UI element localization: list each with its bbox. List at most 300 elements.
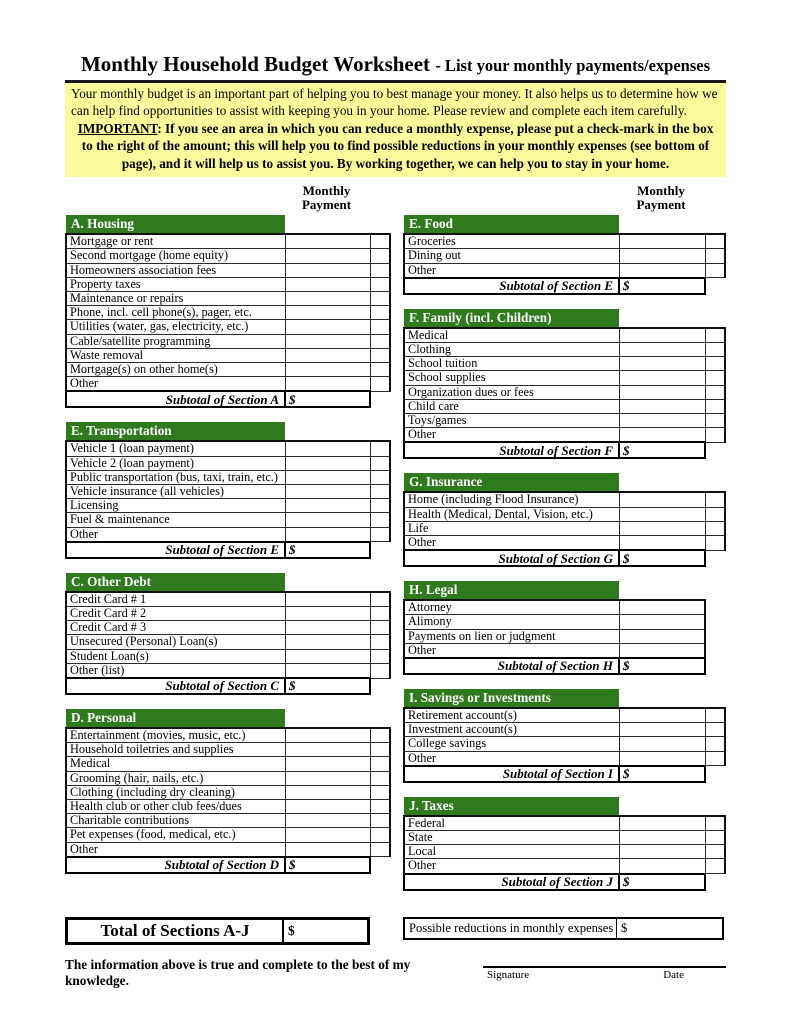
monthly-payment-cell[interactable] xyxy=(285,828,370,842)
monthly-payment-cell[interactable] xyxy=(285,470,370,484)
reduction-checkbox-cell[interactable] xyxy=(705,357,725,371)
expense-label: Child care xyxy=(404,399,619,413)
expense-row xyxy=(66,441,390,456)
expense-label: Mortgage(s) on other home(s) xyxy=(66,363,285,377)
expense-row xyxy=(66,320,390,334)
section-header: A. Housing xyxy=(66,215,285,234)
reduction-checkbox-cell[interactable] xyxy=(370,348,390,362)
monthly-payment-cell[interactable] xyxy=(285,363,370,377)
budget-section xyxy=(403,581,726,675)
subtotal-label: Subtotal of Section E xyxy=(404,278,619,294)
currency-symbol: $ xyxy=(623,278,630,294)
expense-label: Other xyxy=(404,536,619,551)
totals-row xyxy=(65,917,726,945)
reduction-checkbox-cell[interactable] xyxy=(370,234,390,249)
subtotal-row xyxy=(404,874,725,890)
monthly-payment-cell[interactable] xyxy=(619,492,705,507)
section-header: E. Transportation xyxy=(66,422,285,441)
reduction-checkbox-cell[interactable] xyxy=(705,234,725,249)
section-header: J. Taxes xyxy=(404,797,619,816)
expense-label: Other xyxy=(404,859,619,874)
expense-row xyxy=(404,385,725,399)
expense-row xyxy=(66,263,390,277)
expense-row xyxy=(66,527,390,542)
expense-row xyxy=(66,663,390,678)
monthly-label: Monthly xyxy=(637,183,685,199)
subtotal-label: Subtotal of Section E xyxy=(66,542,285,558)
section-header: F. Family (incl. Children) xyxy=(404,309,619,328)
reduction-checkbox-cell[interactable] xyxy=(705,845,725,859)
expense-row xyxy=(404,629,725,643)
section-header-row xyxy=(404,689,725,708)
expense-row xyxy=(404,249,725,263)
expense-row xyxy=(404,751,725,766)
currency-symbol: $ xyxy=(623,658,630,674)
expense-row xyxy=(66,728,390,743)
expense-label: Attorney xyxy=(404,600,619,615)
expense-row xyxy=(66,334,390,348)
reduction-checkbox-cell[interactable] xyxy=(370,306,390,320)
expense-label: Utilities (water, gas, electricity, etc.) xyxy=(66,320,285,334)
expense-label: Public transportation (bus, taxi, train, etc.) xyxy=(66,470,285,484)
subtotal-label: Subtotal of Section I xyxy=(404,766,619,782)
reduction-checkbox-cell[interactable] xyxy=(705,521,725,535)
reduction-checkbox-cell[interactable] xyxy=(370,785,390,799)
monthly-payment-cell[interactable] xyxy=(285,649,370,663)
monthly-payment-cell[interactable] xyxy=(619,357,705,371)
total-sections-box xyxy=(65,917,370,945)
monthly-payment-cell[interactable] xyxy=(285,592,370,607)
monthly-payment-cell[interactable] xyxy=(619,414,705,428)
expense-row xyxy=(404,831,725,845)
reduction-checkbox-cell[interactable] xyxy=(370,334,390,348)
reduction-checkbox-cell[interactable] xyxy=(705,263,725,278)
expense-label: Waste removal xyxy=(66,348,285,362)
monthly-payment-cell[interactable] xyxy=(285,743,370,757)
reduction-checkbox-cell[interactable] xyxy=(705,428,725,443)
reduction-checkbox-cell[interactable] xyxy=(705,723,725,737)
expense-row xyxy=(404,399,725,413)
reduction-checkbox-cell[interactable] xyxy=(370,771,390,785)
monthly-payment-cell[interactable] xyxy=(619,536,705,551)
section-header: I. Savings or Investments xyxy=(404,689,619,708)
monthly-payment-cell[interactable] xyxy=(285,842,370,857)
expense-row xyxy=(66,771,390,785)
monthly-payment-cell[interactable] xyxy=(285,663,370,678)
monthly-payment-cell[interactable] xyxy=(619,234,705,249)
reduction-checkbox-cell[interactable] xyxy=(370,263,390,277)
monthly-payment-cell[interactable] xyxy=(619,342,705,356)
monthly-payment-cell[interactable] xyxy=(285,277,370,291)
reduction-checkbox-cell[interactable] xyxy=(370,277,390,291)
expense-label: Charitable contributions xyxy=(66,814,285,828)
subtotal-row xyxy=(66,391,390,407)
reduction-checkbox-cell[interactable] xyxy=(370,470,390,484)
monthly-payment-cell[interactable] xyxy=(619,428,705,443)
monthly-payment-cell[interactable] xyxy=(619,737,705,751)
expense-label: Other xyxy=(66,842,285,857)
subtotal-amount-cell[interactable] xyxy=(619,442,705,458)
subtotal-amount-cell[interactable] xyxy=(619,874,705,890)
expense-row xyxy=(66,785,390,799)
expense-label: Credit Card # 2 xyxy=(66,607,285,621)
expense-label: Household toiletries and supplies xyxy=(66,743,285,757)
expense-label: Second mortgage (home equity) xyxy=(66,249,285,263)
reduction-checkbox-cell[interactable] xyxy=(705,342,725,356)
reduction-checkbox-cell[interactable] xyxy=(705,385,725,399)
reduction-checkbox-cell[interactable] xyxy=(705,831,725,845)
monthly-payment-cell[interactable] xyxy=(619,643,705,658)
monthly-label: Monthly xyxy=(302,183,351,199)
reduction-checkbox-cell[interactable] xyxy=(370,842,390,857)
subtotal-label: Subtotal of Section G xyxy=(404,550,619,566)
currency-symbol: $ xyxy=(623,874,630,890)
reduction-checkbox-cell[interactable] xyxy=(370,527,390,542)
expense-row xyxy=(404,328,725,343)
reduction-checkbox-cell[interactable] xyxy=(705,249,725,263)
section-header: C. Other Debt xyxy=(66,573,285,592)
subtotal-label: Subtotal of Section D xyxy=(66,857,285,873)
expense-label: Groceries xyxy=(404,234,619,249)
monthly-payment-cell[interactable] xyxy=(285,348,370,362)
reduction-checkbox-cell[interactable] xyxy=(370,456,390,470)
expense-label: Unsecured (Personal) Loan(s) xyxy=(66,635,285,649)
expense-row xyxy=(66,800,390,814)
expense-label: Other xyxy=(404,263,619,278)
expense-label: Other xyxy=(66,527,285,542)
expense-row xyxy=(404,507,725,521)
reduction-checkbox-cell[interactable] xyxy=(705,816,725,831)
monthly-payment-cell[interactable] xyxy=(619,845,705,859)
reduction-checkbox-cell[interactable] xyxy=(370,621,390,635)
monthly-payment-cell[interactable] xyxy=(285,607,370,621)
reduction-checkbox-cell[interactable] xyxy=(705,708,725,723)
monthly-payment-cell[interactable] xyxy=(619,615,705,629)
section-header-row xyxy=(404,473,725,492)
expense-row xyxy=(66,470,390,484)
monthly-payment-cell[interactable] xyxy=(285,527,370,542)
reduction-checkbox-cell[interactable] xyxy=(370,743,390,757)
expense-label: Organization dues or fees xyxy=(404,385,619,399)
monthly-payment-cell[interactable] xyxy=(285,785,370,799)
expense-label: Fuel & maintenance xyxy=(66,513,285,527)
reduction-checkbox-cell[interactable] xyxy=(370,814,390,828)
page-title-subtitle: - List your monthly payments/expenses xyxy=(435,56,711,75)
subtotal-amount-cell[interactable] xyxy=(285,391,370,407)
monthly-payment-cell[interactable] xyxy=(619,371,705,385)
subtotal-row xyxy=(404,550,725,566)
monthly-payment-cell[interactable] xyxy=(619,816,705,831)
reduction-checkbox-cell[interactable] xyxy=(705,328,725,343)
subtotal-label: Subtotal of Section C xyxy=(66,678,285,694)
reduction-checkbox-cell[interactable] xyxy=(705,507,725,521)
subtotal-row xyxy=(66,678,390,694)
monthly-payment-cell[interactable] xyxy=(285,249,370,263)
payment-label: Payment xyxy=(636,197,686,213)
expense-row xyxy=(66,377,390,392)
reduction-checkbox-cell[interactable] xyxy=(370,607,390,621)
attestation-row xyxy=(65,957,726,989)
left-column xyxy=(65,184,389,905)
reduction-checkbox-cell[interactable] xyxy=(370,828,390,842)
expense-row xyxy=(66,828,390,842)
expense-row xyxy=(66,485,390,499)
monthly-payment-cell[interactable] xyxy=(285,728,370,743)
subtotal-amount-cell[interactable] xyxy=(619,550,705,566)
subtotal-label: Subtotal of Section H xyxy=(404,658,619,674)
expense-label: Mortgage or rent xyxy=(66,234,285,249)
section-header: D. Personal xyxy=(66,709,285,728)
reduction-checkbox-cell[interactable] xyxy=(370,249,390,263)
monthly-payment-cell[interactable] xyxy=(285,320,370,334)
reduction-checkbox-cell[interactable] xyxy=(370,513,390,527)
reduction-checkbox-cell[interactable] xyxy=(370,291,390,305)
section-header-row xyxy=(404,215,725,234)
section-header-row xyxy=(66,422,390,441)
monthly-payment-cell[interactable] xyxy=(285,757,370,771)
subtotal-label: Subtotal of Section F xyxy=(404,442,619,458)
monthly-payment-cell[interactable] xyxy=(285,485,370,499)
important-body: : If you see an area in which you can reduce a monthly expense, please put a check-mark in the box to the right of the amount; this will help you to find possible reductions in your monthly expenses (see bottom of page), and it will help us to assist you. By working together, we can help you to stay in your home. xyxy=(81,120,714,171)
expense-row xyxy=(404,521,725,535)
currency-symbol: $ xyxy=(289,542,296,558)
monthly-payment-cell[interactable] xyxy=(285,456,370,470)
section-header-row xyxy=(66,215,390,234)
monthly-payment-cell[interactable] xyxy=(285,800,370,814)
section-header: G. Insurance xyxy=(404,473,619,492)
reduction-checkbox-cell[interactable] xyxy=(370,757,390,771)
date-label: Date xyxy=(663,968,684,981)
budget-section xyxy=(65,215,391,408)
monthly-payment-cell[interactable] xyxy=(619,263,705,278)
reduction-checkbox-cell[interactable] xyxy=(705,859,725,874)
payment-label: Payment xyxy=(301,197,352,213)
expense-label: Maintenance or repairs xyxy=(66,291,285,305)
monthly-payment-cell[interactable] xyxy=(619,831,705,845)
notice-box xyxy=(65,83,726,177)
reduction-checkbox-cell[interactable] xyxy=(705,414,725,428)
expense-label: Vehicle insurance (all vehicles) xyxy=(66,485,285,499)
monthly-payment-cell[interactable] xyxy=(285,499,370,513)
section-header-row xyxy=(66,709,390,728)
right-sections-container xyxy=(403,215,724,904)
expense-label: Student Loan(s) xyxy=(66,649,285,663)
notice-intro-text: Your monthly budget is an important part of helping you to best manage your money. It also helps us to determine how we can help find opportunities to assist with keeping you in your home. Please review and complete each item carefully. xyxy=(71,86,718,119)
reduction-checkbox-cell[interactable] xyxy=(370,663,390,678)
currency-symbol: $ xyxy=(289,857,296,873)
page-title xyxy=(65,52,726,77)
document-header xyxy=(65,52,726,83)
reduction-checkbox-cell[interactable] xyxy=(370,485,390,499)
expense-label: Other (list) xyxy=(66,663,285,678)
expense-row xyxy=(66,649,390,663)
monthly-payment-cell[interactable] xyxy=(285,635,370,649)
monthly-payment-cell[interactable] xyxy=(285,306,370,320)
monthly-payment-cell[interactable] xyxy=(285,441,370,456)
expense-row xyxy=(66,621,390,635)
monthly-payment-cell[interactable] xyxy=(619,385,705,399)
expense-label: Other xyxy=(404,751,619,766)
expense-row xyxy=(66,249,390,263)
expense-row xyxy=(404,234,725,249)
subtotal-label: Subtotal of Section A xyxy=(66,391,285,407)
expense-row xyxy=(404,643,725,658)
subtotal-amount-cell[interactable] xyxy=(285,678,370,694)
monthly-payment-cell[interactable] xyxy=(619,600,705,615)
reduction-checkbox-cell[interactable] xyxy=(370,635,390,649)
expense-row xyxy=(404,845,725,859)
budget-section xyxy=(403,689,726,783)
page-title-main: Monthly Household Budget Worksheet xyxy=(80,52,431,76)
expense-label: Local xyxy=(404,845,619,859)
monthly-payment-cell[interactable] xyxy=(285,334,370,348)
expense-row xyxy=(404,428,725,443)
expense-row xyxy=(66,607,390,621)
expense-row xyxy=(66,513,390,527)
subtotal-amount-cell[interactable] xyxy=(285,857,370,873)
expense-label: Medical xyxy=(404,328,619,343)
monthly-payment-cell[interactable] xyxy=(619,751,705,766)
expense-label: Vehicle 1 (loan payment) xyxy=(66,441,285,456)
currency-symbol: $ xyxy=(623,550,630,566)
monthly-payment-cell[interactable] xyxy=(285,263,370,277)
possible-reductions-label: Possible reductions in monthly expenses xyxy=(405,919,617,938)
expense-row xyxy=(66,277,390,291)
expense-label: Health (Medical, Dental, Vision, etc.) xyxy=(404,507,619,521)
worksheet-columns xyxy=(65,184,726,905)
expense-row xyxy=(404,414,725,428)
expense-label: Cable/satellite programming xyxy=(66,334,285,348)
reduction-checkbox-cell[interactable] xyxy=(705,492,725,507)
reduction-checkbox-cell[interactable] xyxy=(705,751,725,766)
subtotal-row xyxy=(404,442,725,458)
expense-row xyxy=(66,592,390,607)
currency-symbol: $ xyxy=(623,766,630,782)
subtotal-amount-cell[interactable] xyxy=(619,278,705,294)
monthly-payment-cell[interactable] xyxy=(285,234,370,249)
expense-row xyxy=(66,234,390,249)
section-header: H. Legal xyxy=(404,581,619,600)
reductions-amount-cell[interactable] xyxy=(617,919,722,938)
expense-label: Clothing xyxy=(404,342,619,356)
possible-reductions-box xyxy=(403,917,724,940)
monthly-payment-cell[interactable] xyxy=(619,399,705,413)
expense-row xyxy=(66,635,390,649)
expense-label: Dining out xyxy=(404,249,619,263)
monthly-payment-cell[interactable] xyxy=(285,513,370,527)
reduction-checkbox-cell[interactable] xyxy=(370,377,390,392)
expense-label: School supplies xyxy=(404,371,619,385)
expense-row xyxy=(66,456,390,470)
total-amount-cell[interactable] xyxy=(284,920,367,942)
reduction-checkbox-cell[interactable] xyxy=(705,399,725,413)
expense-row xyxy=(66,363,390,377)
expense-label: Vehicle 2 (loan payment) xyxy=(66,456,285,470)
subtotal-amount-cell[interactable] xyxy=(619,658,705,674)
subtotal-amount-cell[interactable] xyxy=(285,542,370,558)
monthly-payment-cell[interactable] xyxy=(619,249,705,263)
monthly-payment-cell[interactable] xyxy=(285,291,370,305)
expense-row xyxy=(404,708,725,723)
subtotal-row xyxy=(66,857,390,873)
monthly-payment-cell[interactable] xyxy=(619,723,705,737)
reduction-checkbox-cell[interactable] xyxy=(370,441,390,456)
expense-row xyxy=(66,348,390,362)
currency-symbol: $ xyxy=(623,442,630,458)
expense-label: State xyxy=(404,831,619,845)
monthly-payment-cell[interactable] xyxy=(285,771,370,785)
monthly-payment-cell[interactable] xyxy=(619,328,705,343)
monthly-payment-cell[interactable] xyxy=(619,629,705,643)
reduction-checkbox-cell[interactable] xyxy=(370,499,390,513)
left-sections-container xyxy=(65,215,389,888)
subtotal-row xyxy=(404,766,725,782)
section-header-row xyxy=(404,797,725,816)
expense-row xyxy=(404,737,725,751)
expense-label: Credit Card # 3 xyxy=(66,621,285,635)
budget-section xyxy=(403,797,726,891)
monthly-payment-cell[interactable] xyxy=(619,708,705,723)
expense-row xyxy=(404,263,725,278)
expense-row xyxy=(404,615,725,629)
reduction-checkbox-cell[interactable] xyxy=(370,649,390,663)
expense-label: Other xyxy=(404,643,619,658)
expense-row xyxy=(404,536,725,551)
reduction-checkbox-cell[interactable] xyxy=(370,728,390,743)
reduction-checkbox-cell[interactable] xyxy=(705,536,725,551)
monthly-payment-cell[interactable] xyxy=(285,814,370,828)
monthly-payment-cell[interactable] xyxy=(619,507,705,521)
expense-row xyxy=(66,291,390,305)
reduction-checkbox-cell[interactable] xyxy=(370,363,390,377)
monthly-payment-cell[interactable] xyxy=(285,377,370,392)
subtotal-label: Subtotal of Section J xyxy=(404,874,619,890)
expense-label: Investment account(s) xyxy=(404,723,619,737)
important-label: IMPORTANT xyxy=(77,120,158,136)
reduction-checkbox-cell[interactable] xyxy=(370,800,390,814)
monthly-payment-header-left xyxy=(284,184,369,212)
expense-label: Property taxes xyxy=(66,277,285,291)
budget-section xyxy=(65,573,391,695)
expense-label: Other xyxy=(66,377,285,392)
expense-row xyxy=(404,600,725,615)
budget-section xyxy=(403,309,726,460)
attestation-statement: The information above is true and complete to the best of my knowledge. xyxy=(65,956,411,988)
expense-label: Medical xyxy=(66,757,285,771)
budget-section xyxy=(65,709,391,874)
expense-row xyxy=(66,842,390,857)
reduction-checkbox-cell[interactable] xyxy=(705,371,725,385)
expense-label: Home (including Flood Insurance) xyxy=(404,492,619,507)
notice-important-text xyxy=(71,120,720,172)
expense-row xyxy=(66,499,390,513)
section-header: E. Food xyxy=(404,215,619,234)
expense-row xyxy=(404,859,725,874)
reduction-checkbox-cell[interactable] xyxy=(705,737,725,751)
section-header-row xyxy=(404,581,725,600)
expense-row xyxy=(66,814,390,828)
subtotal-amount-cell[interactable] xyxy=(619,766,705,782)
reduction-checkbox-cell[interactable] xyxy=(370,592,390,607)
monthly-payment-cell[interactable] xyxy=(285,621,370,635)
reduction-checkbox-cell[interactable] xyxy=(370,320,390,334)
monthly-payment-cell[interactable] xyxy=(619,521,705,535)
expense-label: Other xyxy=(404,428,619,443)
expense-row xyxy=(404,342,725,356)
budget-section xyxy=(403,473,726,567)
monthly-payment-cell[interactable] xyxy=(619,859,705,874)
expense-label: College savings xyxy=(404,737,619,751)
